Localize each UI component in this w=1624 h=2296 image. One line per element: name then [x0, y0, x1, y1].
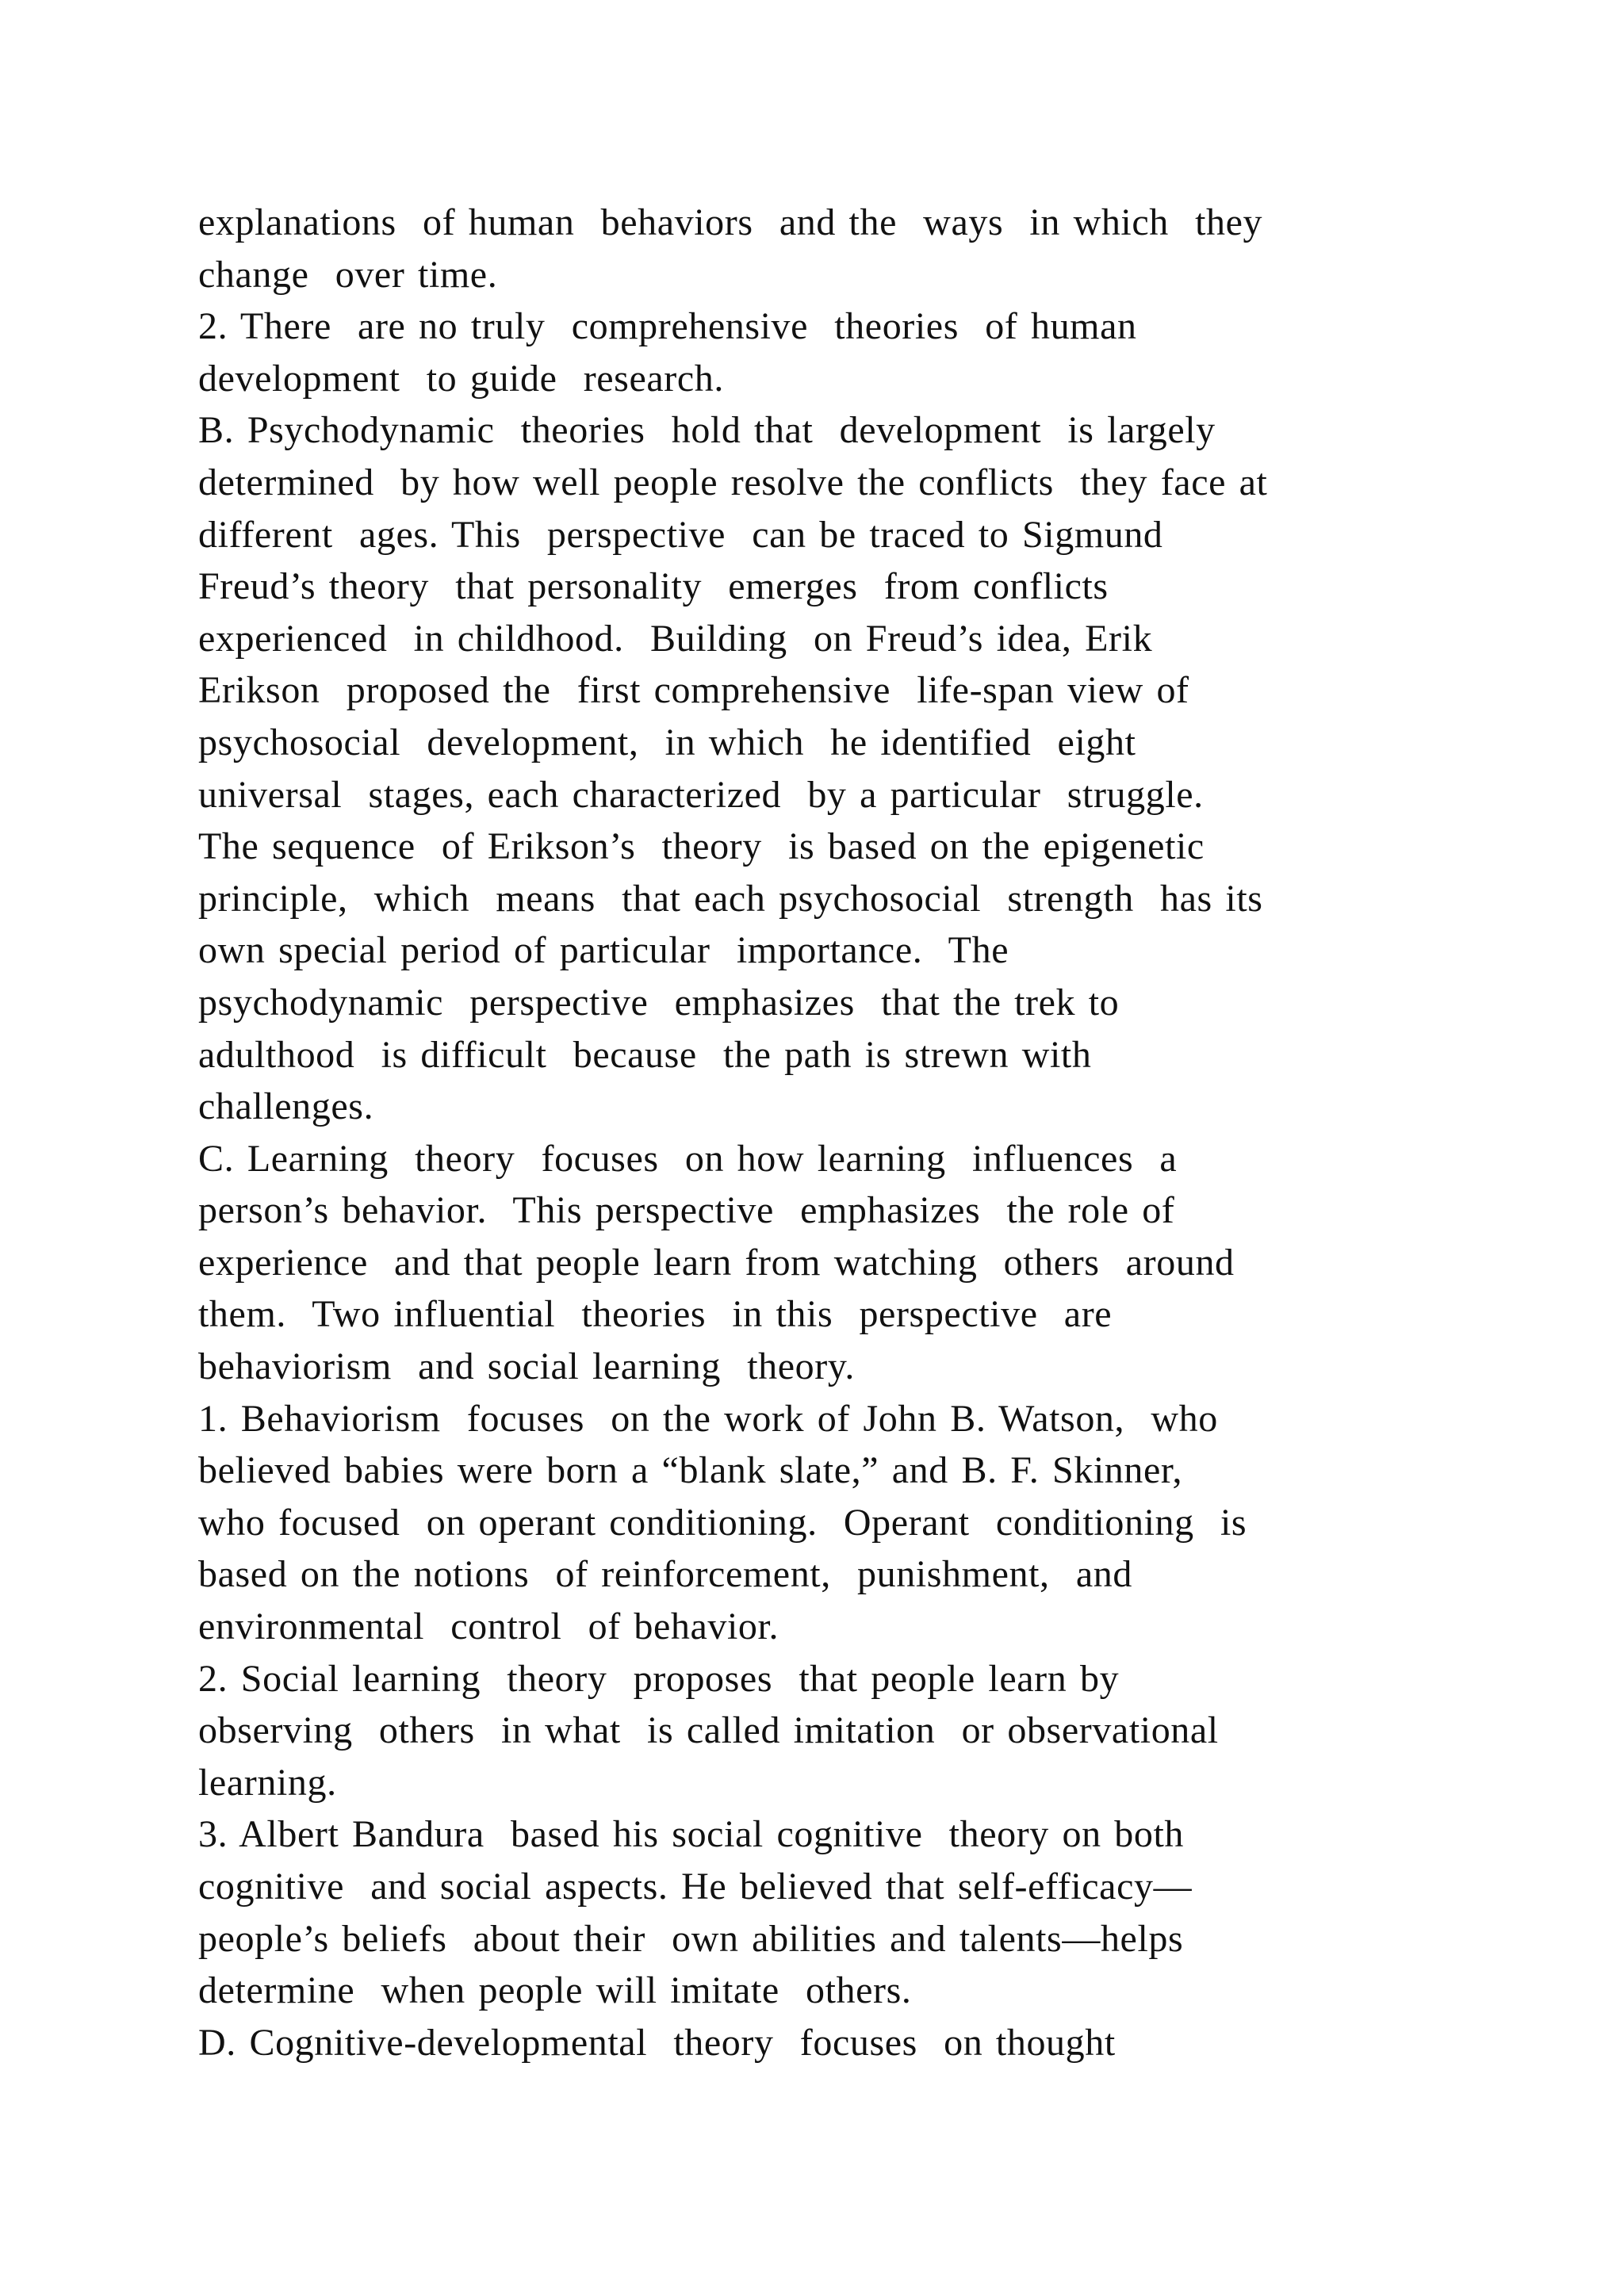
- text-line: observing others in what is called imitation or observational: [198, 1709, 1219, 1752]
- text-line: psychosocial development, in which he identified eight: [198, 721, 1136, 763]
- text-line: adulthood is difficult because the path is strewn with: [198, 1033, 1092, 1076]
- text-line: 2. There are no truly comprehensive theories of human: [198, 305, 1137, 348]
- text-line: Freud’s theory that personality emerges from conflicts: [198, 565, 1109, 608]
- text-line: principle, which means that each psychosocial strength has its: [198, 877, 1263, 920]
- text-line: them. Two influential theories in this perspective are: [198, 1293, 1113, 1336]
- text-line: experienced in childhood. Building on Freud’s idea, Erik: [198, 617, 1153, 660]
- text-line: challenges.: [198, 1085, 374, 1128]
- text-line: B. Psychodynamic theories hold that development is largely: [198, 409, 1216, 452]
- text-line: 3. Albert Bandura based his social cognitive theory on both: [198, 1813, 1185, 1856]
- text-line: person’s behavior. This perspective emphasizes the role of: [198, 1189, 1175, 1232]
- text-line: C. Learning theory focuses on how learning influences a: [198, 1137, 1178, 1180]
- text-line: who focused on operant conditioning. Operant conditioning is: [198, 1501, 1247, 1544]
- text-line: determined by how well people resolve the conflicts they face at: [198, 461, 1268, 503]
- text-line: explanations of human behaviors and the ways in which they: [198, 201, 1263, 243]
- text-line: universal stages, each characterized by a particular struggle.: [198, 773, 1204, 816]
- text-line: The sequence of Erikson’s theory is based on the epigenetic: [198, 825, 1205, 868]
- text-line: D. Cognitive-developmental theory focuses on thought: [198, 2021, 1116, 2064]
- text-line: development to guide research.: [198, 357, 724, 400]
- text-line: based on the notions of reinforcement, punishment, and: [198, 1553, 1132, 1596]
- text-line: behaviorism and social learning theory.: [198, 1345, 855, 1388]
- text-line: own special period of particular importance. The: [198, 929, 1009, 972]
- text-line: Erikson proposed the first comprehensive life-span view of: [198, 669, 1189, 712]
- text-line: different ages. This perspective can be traced to Sigmund: [198, 513, 1163, 556]
- text-line: 2. Social learning theory proposes that people learn by: [198, 1657, 1120, 1700]
- text-line: determine when people will imitate others.: [198, 1969, 912, 2012]
- text-line: believed babies were born a “blank slate,” and B. F. Skinner,: [198, 1449, 1183, 1492]
- text-line: change over time.: [198, 253, 498, 296]
- document-body-text: [198, 197, 1507, 2068]
- text-line: learning.: [198, 1761, 337, 1804]
- text-line: psychodynamic perspective emphasizes that the trek to: [198, 981, 1120, 1024]
- text-line: 1. Behaviorism focuses on the work of John B. Watson, who: [198, 1397, 1218, 1440]
- text-line: cognitive and social aspects. He believed that self-efficacy—: [198, 1866, 1193, 1908]
- text-line: experience and that people learn from watching others around: [198, 1241, 1235, 1284]
- text-line: environmental control of behavior.: [198, 1605, 779, 1648]
- text-line: people’s beliefs about their own abilities and talents—helps: [198, 1917, 1184, 1960]
